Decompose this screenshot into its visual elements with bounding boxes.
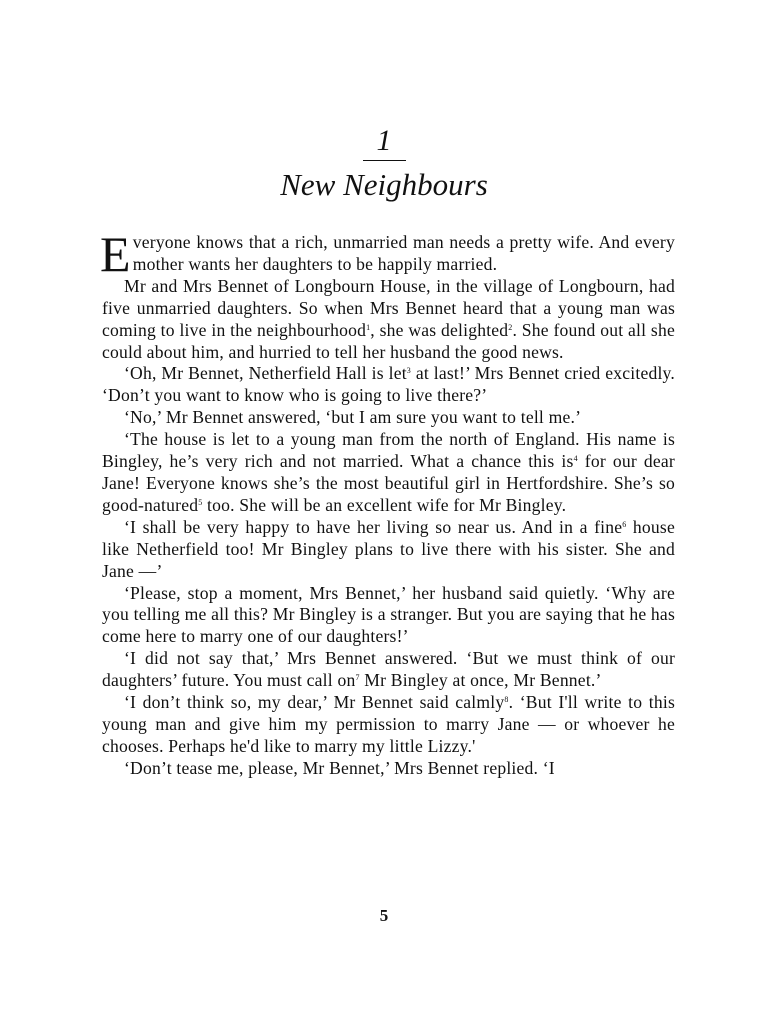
paragraph-6-text-b: house like Netherfield too! Mr Bingley plans to live there with his sister. She and Jane —’	[102, 516, 675, 581]
paragraph-2-text-c: . She found out all she could about him, and hurried to tell her husband the good news.	[102, 319, 675, 362]
page-number: 5	[379, 906, 389, 925]
paragraph-7-text: ‘Please, stop a moment, Mrs Bennet,’ her husband said quietly. ‘Why are you telling me all this? Mr Bingley is a stranger. But you are saying that he has come here to marry one of our daughters!’	[102, 582, 675, 647]
footnote-marker-1: 1	[366, 322, 371, 332]
drop-cap: E	[100, 226, 131, 282]
chapter-title: New Neighbours	[280, 167, 488, 202]
paragraph-8	[102, 648, 675, 692]
paragraph-8-text-a: ‘I did not say that,’ Mrs Bennet answered. ‘But we must think of our daughters’ future. You must call on	[102, 648, 675, 691]
paragraph-2-text-a: Mr and Mrs Bennet of Longbourn House, in the village of Longbourn, had five unmarried daughters. So when Mrs Bennet heard that a young man was coming to live in the neighbourhood	[102, 275, 675, 340]
chapter-heading	[0, 124, 768, 205]
paragraph-2	[102, 276, 675, 364]
body-text	[100, 226, 675, 780]
paragraph-5-text-c: too. She will be an excellent wife for Mr Bingley.	[202, 494, 567, 515]
footnote-marker-7: 7	[355, 673, 360, 683]
paragraph-5	[102, 429, 675, 517]
footnote-marker-2: 2	[508, 322, 513, 332]
footnote-marker-6: 6	[622, 519, 627, 529]
footnote-marker-3: 3	[406, 366, 411, 376]
paragraph-3	[102, 363, 675, 407]
paragraph-6	[102, 517, 675, 583]
paragraph-1-text: veryone knows that a rich, unmarried man needs a pretty wife. And every mother wants her daughters to be happily married.	[132, 232, 675, 274]
paragraph-5-text-a: ‘The house is let to a young man from the north of England. His name is Bingley, he’s very rich and not married. What a chance this is	[102, 429, 675, 472]
paragraph-4	[102, 407, 675, 429]
paragraph-9-text-a: ‘I don’t think so, my dear,’ Mr Bennet said calmly	[124, 692, 505, 713]
footnote-marker-8: 8	[504, 695, 509, 705]
paragraph-2-text-b: , she was delighted	[370, 319, 509, 340]
paragraph-9	[102, 692, 675, 758]
paragraph-3-text-a: ‘Oh, Mr Bennet, Netherfield Hall is let	[124, 363, 407, 384]
paragraph-6-text-a: ‘I shall be very happy to have her living so near us. And in a fine	[124, 516, 623, 537]
paragraph-10	[102, 758, 675, 780]
paragraph-5-text-b: for our dear Jane! Everyone knows she’s the most beautiful girl in Hertfordshire. She’s so good-natured	[102, 451, 675, 515]
footnote-marker-5: 5	[198, 497, 203, 507]
paragraph-8-text-b: Mr Bingley at once, Mr Bennet.’	[359, 670, 602, 691]
paragraph-10-text: ‘Don’t tease me, please, Mr Bennet,’ Mrs Bennet replied. ‘I	[124, 757, 555, 778]
footnote-marker-4: 4	[573, 454, 578, 464]
paragraph-4-text: ‘No,’ Mr Bennet answered, ‘but I am sure you want to tell me.’	[124, 407, 582, 428]
paragraph-1	[100, 226, 675, 282]
paragraph-9-text-b: . ‘But I'll write to this young man and give him my permission to marry Jane — or whoever he chooses. Perhaps he'd like to marry my little Lizzy.'	[102, 692, 675, 756]
paragraph-7	[102, 583, 675, 649]
chapter-number: 1	[363, 124, 406, 161]
paragraph-3-text-b: at last!’ Mrs Bennet cried excitedly. ‘Don’t you want to know who is going to live there?’	[102, 363, 675, 406]
